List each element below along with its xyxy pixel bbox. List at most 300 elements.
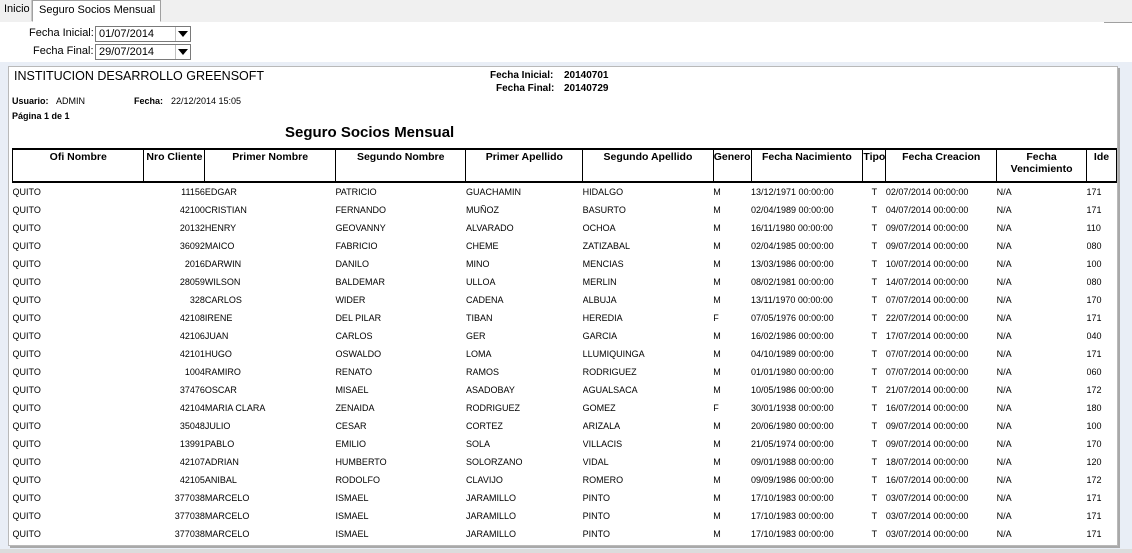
- start-date-picker[interactable]: [95, 26, 191, 42]
- table-cell: ANIBAL: [204, 475, 237, 485]
- column-header: Primer Nombre: [205, 149, 336, 182]
- table-cell: ARIZALA: [582, 421, 621, 431]
- table-cell: CARLOS: [204, 295, 242, 305]
- table-cell: M: [713, 241, 721, 251]
- table-cell: 120: [1086, 457, 1102, 467]
- table-cell: T: [871, 529, 878, 539]
- end-date-label: Fecha Final:: [33, 45, 94, 57]
- column-header: Genero: [713, 149, 751, 182]
- table-cell: HUMBERTO: [335, 457, 387, 467]
- table-cell: N/A: [996, 385, 1012, 395]
- table-cell: CADENA: [465, 295, 504, 305]
- table-cell: 08/02/1981 00:00:00: [751, 277, 834, 287]
- horizontal-scrollbar[interactable]: [0, 549, 1132, 553]
- table-row: [13, 291, 1117, 309]
- column-header: Nro Cliente: [144, 149, 205, 182]
- table-cell: T: [871, 223, 878, 233]
- table-cell: BASURTO: [582, 205, 626, 215]
- table-cell: N/A: [996, 313, 1012, 323]
- table-cell: 17/10/1983 00:00:00: [751, 529, 834, 539]
- table-cell: N/A: [996, 277, 1012, 287]
- table-cell: N/A: [996, 367, 1012, 377]
- table-cell: IRENE: [204, 313, 233, 323]
- table-cell: 170: [1086, 295, 1102, 305]
- table-cell: JARAMILLO: [465, 511, 516, 521]
- table-cell: 30/01/1938 00:00:00: [751, 403, 834, 413]
- table-cell: 42106: [179, 331, 205, 341]
- table-cell: CLAVIJO: [465, 475, 503, 485]
- table-cell: N/A: [996, 439, 1012, 449]
- table-cell: 17/10/1983 00:00:00: [751, 493, 834, 503]
- table-cell: ROMERO: [582, 475, 624, 485]
- table-cell: 09/09/1986 00:00:00: [751, 475, 834, 485]
- table-cell: BALDEMAR: [335, 277, 385, 287]
- table-cell: 170: [1086, 439, 1102, 449]
- table-cell: 02/07/2014 00:00:00: [885, 187, 969, 197]
- column-header: Segundo Apellido: [583, 149, 714, 182]
- table-cell: T: [871, 241, 878, 251]
- report-viewer[interactable]: [0, 62, 1132, 553]
- table-cell: 02/04/1985 00:00:00: [751, 241, 834, 251]
- table-header-row: [13, 149, 1117, 182]
- table-cell: 13/12/1971 00:00:00: [751, 187, 834, 197]
- table-cell: RODRIGUEZ: [582, 367, 637, 377]
- table-cell: QUITO: [12, 457, 41, 467]
- table-cell: M: [713, 331, 721, 341]
- table-row: [13, 237, 1117, 255]
- table-row: [13, 525, 1117, 543]
- table-cell: QUITO: [12, 277, 41, 287]
- table-cell: PINTO: [582, 529, 610, 539]
- table-cell: 20132: [179, 223, 205, 233]
- table-cell: 040: [1086, 331, 1102, 341]
- table-cell: DARWIN: [204, 259, 242, 269]
- table-cell: HUGO: [204, 349, 232, 359]
- table-cell: 28059: [179, 277, 205, 287]
- table-cell: RODOLFO: [335, 475, 380, 485]
- start-date-value: 01/07/2014: [99, 28, 155, 40]
- table-cell: 20/06/1980 00:00:00: [751, 421, 834, 431]
- table-cell: 09/07/2014 00:00:00: [885, 241, 969, 251]
- table-cell: T: [871, 259, 878, 269]
- table-cell: 171: [1086, 349, 1102, 359]
- table-cell: LOMA: [465, 349, 492, 359]
- table-cell: N/A: [996, 529, 1012, 539]
- table-cell: T: [871, 187, 878, 197]
- table-cell: 04/10/1989 00:00:00: [751, 349, 834, 359]
- column-header: Ide: [1087, 149, 1117, 182]
- table-cell: N/A: [996, 331, 1012, 341]
- table-cell: 42104: [179, 403, 205, 413]
- column-header: Fecha Creacion: [886, 149, 997, 182]
- table-cell: RAMIRO: [204, 367, 241, 377]
- table-cell: N/A: [996, 223, 1012, 233]
- table-cell: M: [713, 493, 721, 503]
- table-cell: T: [871, 367, 878, 377]
- table-cell: 377038: [174, 529, 205, 539]
- table-cell: VIDAL: [582, 457, 609, 467]
- table-cell: CESAR: [335, 421, 367, 431]
- table-cell: ULLOA: [465, 277, 496, 287]
- table-cell: 16/11/1980 00:00:00: [751, 223, 833, 233]
- table-cell: JUAN: [204, 331, 229, 341]
- table-cell: N/A: [996, 421, 1012, 431]
- table-cell: LLUMIQUINGA: [582, 349, 645, 359]
- table-cell: T: [871, 277, 878, 287]
- table-cell: 16/07/2014 00:00:00: [885, 475, 969, 485]
- table-cell: RENATO: [335, 367, 373, 377]
- table-cell: 13/03/1986 00:00:00: [751, 259, 834, 269]
- table-row: [13, 255, 1117, 273]
- table-cell: 22/07/2014 00:00:00: [885, 313, 969, 323]
- table-cell: 2016: [184, 259, 205, 269]
- table-cell: EMILIO: [335, 439, 366, 449]
- table-cell: HIDALGO: [582, 187, 624, 197]
- chevron-down-icon[interactable]: [175, 45, 190, 59]
- table-cell: 328: [189, 295, 205, 305]
- table-cell: 03/07/2014 00:00:00: [885, 511, 969, 521]
- table-cell: M: [713, 385, 721, 395]
- report-title: Seguro Socios Mensual: [285, 124, 455, 141]
- table-cell: N/A: [996, 295, 1012, 305]
- table-cell: QUITO: [12, 385, 41, 395]
- print-date-label: Fecha:: [134, 96, 164, 106]
- table-cell: FABRICIO: [335, 241, 378, 251]
- table-cell: MISAEL: [335, 385, 369, 395]
- report-start-label: Fecha Inicial:: [490, 70, 554, 81]
- table-cell: QUITO: [12, 493, 41, 503]
- table-cell: HENRY: [204, 223, 237, 233]
- table-cell: T: [871, 457, 878, 467]
- table-cell: SOLORZANO: [465, 457, 523, 467]
- table-row: [13, 417, 1117, 435]
- table-cell: CORTEZ: [465, 421, 503, 431]
- table-row: [13, 309, 1117, 327]
- table-row: [13, 219, 1117, 237]
- table-cell: QUITO: [12, 313, 41, 323]
- report-end-value: 20140729: [564, 83, 609, 94]
- tab-bar: [0, 0, 1132, 23]
- tab-seguro-socios-mensual[interactable]: Seguro Socios Mensual: [32, 0, 161, 22]
- user-value: ADMIN: [56, 96, 85, 106]
- table-cell: GOMEZ: [582, 403, 616, 413]
- table-cell: 13991: [179, 439, 205, 449]
- table-cell: QUITO: [12, 367, 41, 377]
- tab-inicio[interactable]: Inicio: [0, 0, 32, 21]
- table-cell: RODRIGUEZ: [465, 403, 520, 413]
- table-cell: MERLIN: [582, 277, 617, 287]
- table-cell: 07/07/2014 00:00:00: [885, 367, 969, 377]
- table-cell: M: [713, 367, 721, 377]
- institution-name: INSTITUCION DESARROLLO GREENSOFT: [14, 69, 265, 83]
- table-cell: T: [871, 493, 878, 503]
- table-cell: ZATIZABAL: [582, 241, 630, 251]
- table-row: [13, 273, 1117, 291]
- filter-panel: [0, 22, 1104, 62]
- table-cell: QUITO: [12, 331, 41, 341]
- table-cell: 09/07/2014 00:00:00: [885, 223, 969, 233]
- table-cell: 171: [1086, 313, 1102, 323]
- column-header: Primer Apellido: [466, 149, 583, 182]
- table-cell: 100: [1086, 421, 1102, 431]
- table-cell: QUITO: [12, 241, 41, 251]
- table-row: [13, 201, 1117, 219]
- table-cell: GER: [465, 331, 486, 341]
- table-cell: T: [871, 295, 878, 305]
- column-header: Tipo: [863, 149, 886, 182]
- table-cell: 42108: [179, 313, 205, 323]
- table-cell: TIBAN: [465, 313, 493, 323]
- table-cell: 377038: [174, 511, 205, 521]
- table-cell: FERNANDO: [335, 205, 386, 215]
- table-cell: N/A: [996, 259, 1012, 269]
- table-cell: 10/05/1986 00:00:00: [751, 385, 834, 395]
- table-cell: 37476: [179, 385, 205, 395]
- column-header: Ofi Nombre: [13, 149, 144, 182]
- table-cell: 36092: [179, 241, 205, 251]
- table-cell: CARLOS: [335, 331, 373, 341]
- print-date-value: 22/12/2014 15:05: [171, 96, 242, 106]
- table-row: [13, 345, 1117, 363]
- table-row: [13, 471, 1117, 489]
- table-cell: M: [713, 439, 721, 449]
- table-cell: M: [713, 511, 721, 521]
- table-cell: PATRICIO: [335, 187, 377, 197]
- table-cell: 01/01/1980 00:00:00: [751, 367, 834, 377]
- table-cell: 172: [1086, 475, 1102, 485]
- table-cell: MARCELO: [204, 493, 250, 503]
- table-cell: T: [871, 331, 878, 341]
- user-label: Usuario:: [12, 96, 49, 106]
- table-cell: 42101: [179, 349, 205, 359]
- table-cell: 080: [1086, 277, 1102, 287]
- table-cell: ADRIAN: [204, 457, 239, 467]
- table-cell: QUITO: [12, 223, 41, 233]
- table-cell: T: [871, 475, 878, 485]
- table-cell: HEREDIA: [582, 313, 623, 323]
- table-cell: 35048: [179, 421, 205, 431]
- table-cell: ALVARADO: [465, 223, 514, 233]
- table-cell: 17/10/1983 00:00:00: [751, 511, 834, 521]
- table-cell: T: [871, 439, 878, 449]
- table-cell: 21/05/1974 00:00:00: [751, 439, 834, 449]
- table-cell: T: [871, 421, 878, 431]
- table-cell: M: [713, 295, 721, 305]
- table-cell: JARAMILLO: [465, 529, 516, 539]
- table-cell: DANILO: [335, 259, 369, 269]
- table-cell: GUACHAMIN: [465, 187, 521, 197]
- table-cell: QUITO: [12, 187, 41, 197]
- table-cell: 16/07/2014 00:00:00: [885, 403, 969, 413]
- table-cell: 171: [1086, 493, 1102, 503]
- table-cell: 03/07/2014 00:00:00: [885, 529, 969, 539]
- column-header: Fecha Vencimiento: [997, 149, 1087, 182]
- table-cell: M: [713, 223, 721, 233]
- table-cell: 09/07/2014 00:00:00: [885, 439, 969, 449]
- table-cell: 04/07/2014 00:00:00: [885, 205, 969, 215]
- table-cell: T: [871, 349, 878, 359]
- table-cell: 110: [1086, 223, 1101, 233]
- table-cell: T: [871, 511, 878, 521]
- report-start-value: 20140701: [564, 70, 609, 81]
- table-cell: 42107: [179, 457, 205, 467]
- table-cell: OCHOA: [582, 223, 616, 233]
- table-cell: 180: [1086, 403, 1102, 413]
- table-cell: N/A: [996, 511, 1012, 521]
- table-cell: QUITO: [12, 259, 41, 269]
- table-cell: M: [713, 205, 721, 215]
- table-cell: 060: [1086, 367, 1102, 377]
- table-cell: 18/07/2014 00:00:00: [885, 457, 969, 467]
- table-cell: CRISTIAN: [204, 205, 247, 215]
- table-cell: N/A: [996, 205, 1012, 215]
- table-cell: 07/05/1976 00:00:00: [751, 313, 834, 323]
- table-cell: 07/07/2014 00:00:00: [885, 295, 969, 305]
- table-row: [13, 381, 1117, 399]
- table-cell: EDGAR: [204, 187, 237, 197]
- table-cell: OSCAR: [204, 385, 237, 395]
- table-cell: QUITO: [12, 295, 41, 305]
- end-date-value: 29/07/2014: [99, 46, 155, 58]
- table-cell: MUÑOZ: [465, 205, 499, 215]
- table-cell: M: [713, 529, 721, 539]
- table-row: [13, 489, 1117, 507]
- table-cell: ASADOBAY: [465, 385, 515, 395]
- table-cell: 1004: [184, 367, 205, 377]
- table-cell: 21/07/2014 00:00:00: [885, 385, 969, 395]
- table-cell: M: [713, 475, 721, 485]
- table-cell: QUITO: [12, 475, 41, 485]
- table-cell: QUITO: [12, 205, 41, 215]
- table-cell: 080: [1086, 241, 1102, 251]
- table-cell: T: [871, 205, 878, 215]
- table-cell: MARCELO: [204, 529, 250, 539]
- table-cell: T: [871, 403, 878, 413]
- table-cell: QUITO: [12, 529, 41, 539]
- table-cell: 16/02/1986 00:00:00: [751, 331, 834, 341]
- start-date-label: Fecha Inicial:: [29, 27, 94, 39]
- table-cell: M: [713, 187, 721, 197]
- table-cell: MENCIAS: [582, 259, 624, 269]
- table-cell: 171: [1086, 187, 1102, 197]
- table-cell: DEL PILAR: [335, 313, 382, 323]
- table-cell: 171: [1086, 205, 1102, 215]
- table-cell: N/A: [996, 493, 1012, 503]
- chevron-down-icon[interactable]: [175, 27, 190, 41]
- table-cell: 09/07/2014 00:00:00: [885, 421, 969, 431]
- table-cell: VILLACIS: [582, 439, 623, 449]
- end-date-picker[interactable]: [95, 44, 191, 60]
- table-row: [13, 435, 1117, 453]
- table-cell: MARIA CLARA: [204, 403, 266, 413]
- table-cell: PINTO: [582, 493, 610, 503]
- table-cell: WIDER: [335, 295, 366, 305]
- table-cell: 02/04/1989 00:00:00: [751, 205, 834, 215]
- table-row: [13, 327, 1117, 345]
- table-cell: N/A: [996, 457, 1012, 467]
- table-cell: 11156: [181, 187, 205, 197]
- table-cell: QUITO: [12, 403, 41, 413]
- table-cell: ISMAEL: [335, 511, 369, 521]
- table-cell: 42105: [179, 475, 205, 485]
- table-cell: MINO: [465, 259, 490, 269]
- table-cell: 10/07/2014 00:00:00: [885, 259, 969, 269]
- table-cell: 172: [1086, 385, 1102, 395]
- table-cell: 07/07/2014 00:00:00: [885, 349, 969, 359]
- table-cell: N/A: [996, 475, 1012, 485]
- table-cell: F: [713, 403, 719, 413]
- table-cell: SOLA: [465, 439, 490, 449]
- table-cell: T: [871, 313, 878, 323]
- table-cell: M: [713, 421, 721, 431]
- table-row: [13, 507, 1117, 525]
- table-cell: QUITO: [12, 511, 41, 521]
- column-header: Fecha Nacimiento: [751, 149, 863, 182]
- table-cell: 14/07/2014 00:00:00: [885, 277, 969, 287]
- table-cell: 42100: [179, 205, 205, 215]
- table-cell: 03/07/2014 00:00:00: [885, 493, 969, 503]
- table-cell: MAICO: [204, 241, 235, 251]
- table-row: [13, 399, 1117, 417]
- table-cell: M: [713, 349, 721, 359]
- table-cell: JARAMILLO: [465, 493, 516, 503]
- table-cell: M: [713, 259, 721, 269]
- table-cell: CHEME: [465, 241, 499, 251]
- table-cell: N/A: [996, 403, 1012, 413]
- table-cell: N/A: [996, 349, 1012, 359]
- report-page: [8, 66, 1118, 546]
- table-cell: 377038: [174, 493, 205, 503]
- table-cell: N/A: [996, 187, 1012, 197]
- table-cell: PINTO: [582, 511, 610, 521]
- table-cell: ZENAIDA: [335, 403, 375, 413]
- table-cell: F: [713, 313, 719, 323]
- table-cell: 17/07/2014 00:00:00: [885, 331, 969, 341]
- table-cell: PABLO: [204, 439, 235, 449]
- table-cell: 171: [1086, 529, 1102, 539]
- table-cell: RAMOS: [465, 367, 499, 377]
- page-number: Página 1 de 1: [12, 111, 70, 121]
- report-end-label: Fecha Final:: [496, 83, 555, 94]
- table-cell: 13/11/1970 00:00:00: [751, 295, 833, 305]
- table-cell: T: [871, 385, 878, 395]
- table-cell: QUITO: [12, 421, 41, 431]
- column-header: Segundo Nombre: [335, 149, 466, 182]
- table-row: [13, 182, 1117, 201]
- table-cell: M: [713, 277, 721, 287]
- table-cell: ISMAEL: [335, 529, 369, 539]
- table-cell: AGUALSACA: [582, 385, 638, 395]
- table-cell: 100: [1086, 259, 1102, 269]
- table-cell: 171: [1086, 511, 1102, 521]
- table-row: [13, 453, 1117, 471]
- table-cell: WILSON: [204, 277, 241, 287]
- table-cell: GEOVANNY: [335, 223, 386, 233]
- table-cell: ALBUJA: [582, 295, 617, 305]
- table-cell: QUITO: [12, 439, 41, 449]
- table-cell: 09/01/1988 00:00:00: [751, 457, 834, 467]
- table-cell: ISMAEL: [335, 493, 369, 503]
- table-cell: MARCELO: [204, 511, 250, 521]
- table-row: [13, 363, 1117, 381]
- table-cell: OSWALDO: [335, 349, 382, 359]
- table-cell: N/A: [996, 241, 1012, 251]
- table-cell: QUITO: [12, 349, 41, 359]
- report-table: [12, 148, 1117, 543]
- table-cell: M: [713, 457, 721, 467]
- table-cell: JULIO: [204, 421, 231, 431]
- table-cell: GARCIA: [582, 331, 618, 341]
